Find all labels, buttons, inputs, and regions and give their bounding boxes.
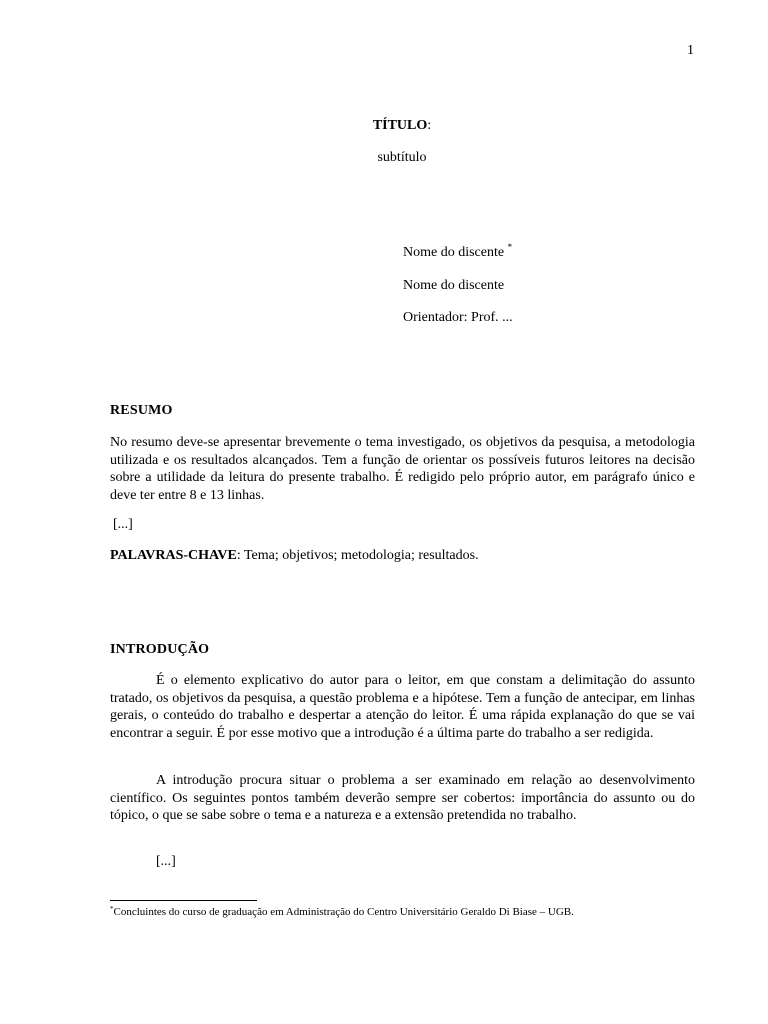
author-footnote-mark: * (507, 242, 513, 252)
title-suffix: : (427, 118, 432, 133)
abstract-heading: RESUMO (110, 403, 173, 418)
footnote-separator (110, 900, 257, 901)
keywords-line (110, 548, 479, 564)
author-1-name: Nome do discente (403, 245, 505, 260)
footnote (110, 906, 574, 918)
introduction-paragraph-1: É o elemento explicativo do autor para o leitor, em que constam a delimitação do assunto tratado, os objetivos da pesquisa, a questão problema e a hipótese. Tem a função de antecipar, em linhas gerais, o conteúdo do trabalho e despertar a atenção do leitor. É uma rápida explanação do que se vai encontrar a seguir. É por esse motivo que a introdução é a última parte do trabalho a ser redigida. (110, 673, 695, 741)
page-number: 1 (687, 43, 694, 58)
abstract-ellipsis: [...] (113, 517, 133, 532)
footnote-mark: * (110, 905, 114, 913)
keywords-label: PALAVRAS-CHAVE (110, 548, 237, 563)
keywords-text: : Tema; objetivos; metodologia; resultados. (236, 548, 479, 563)
footnote-text: Concluintes do curso de graduação em Administração do Centro Universitário Geraldo Di Biase – UGB. (113, 906, 574, 918)
abstract-paragraph: No resumo deve-se apresentar brevemente o tema investigado, os objetivos da pesquisa, a metodologia utilizada e os resultados alcançados. Tem a função de orientar os possíveis futuros leitores na decisão sobre a utilidade da leitura do presente trabalho. É redigido pelo próprio autor, em parágrafo único e deve ter entre 8 e 13 linhas. (110, 435, 695, 503)
title-label: TÍTULO (372, 118, 428, 133)
introduction-ellipsis: [...] (156, 854, 176, 869)
introduction-heading: INTRODUÇÃO (110, 642, 210, 657)
advisor: Orientador: Prof. ... (403, 310, 513, 325)
document-title (0, 118, 768, 134)
introduction-paragraph-2: A introdução procura situar o problema a ser examinado em relação ao desenvolvimento científico. Os seguintes pontos também deverão sempre ser cobertos: importância do assunto ou do tópico, o que se sabe sobre o tema e a natureza e a extensão pretendida no trabalho. (110, 773, 695, 823)
author-2: Nome do discente (403, 278, 505, 293)
document-subtitle: subtítulo (377, 150, 427, 165)
author-1 (403, 242, 513, 261)
